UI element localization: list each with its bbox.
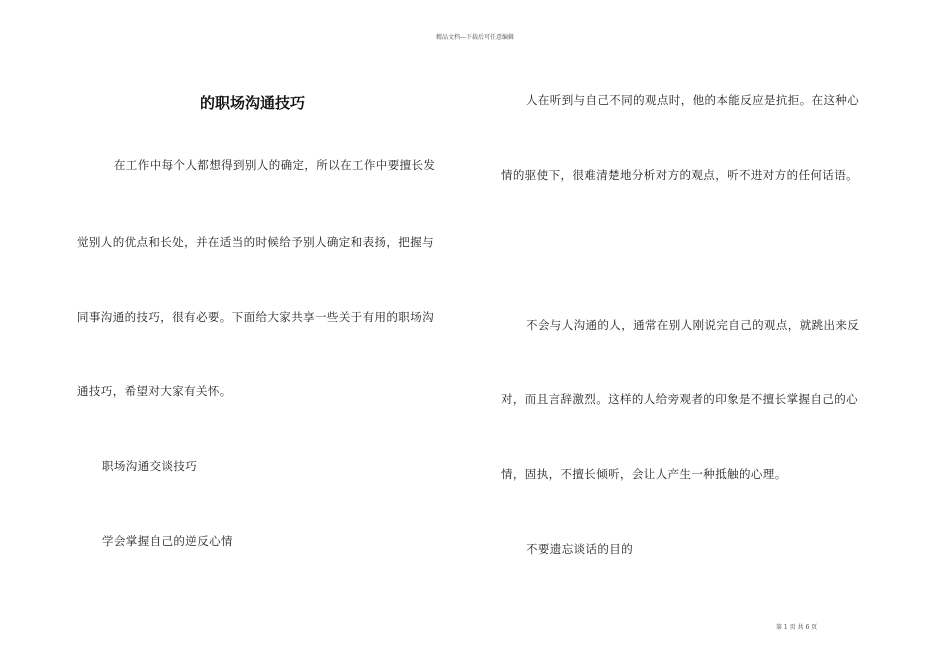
document-header-note: 精品文档---下载后可任意编辑	[435, 34, 515, 41]
paragraph-line: 不会与人沟通的人，通常在别人刚说完自己的观点，就跳出来反	[526, 318, 860, 332]
section-heading: 学会掌握自己的逆反心情	[102, 534, 233, 548]
paragraph-line: 情的驱使下，很难清楚地分析对方的观点，听不进对方的任何话语。	[501, 168, 858, 182]
section-heading: 职场沟通交谈技巧	[102, 459, 198, 473]
paragraph-line: 在工作中每个人都想得到别人的确定，所以在工作中要擅长发	[114, 158, 436, 172]
paragraph-line: 情，固执，不擅长倾听，会让人产生一种抵触的心理。	[501, 467, 787, 481]
paragraph-line: 觉别人的优点和长处，并在适当的时候给予别人确定和表扬，把握与	[77, 235, 434, 249]
paragraph-line: 对，而且言辞激烈。这样的人给旁观者的印象是不擅长掌握自己的心	[501, 392, 858, 406]
document-title: 的职场沟通技巧	[200, 94, 306, 112]
paragraph-line: 通技巧，希望对大家有关怀。	[77, 384, 232, 398]
page-number: 第 1 页 共 6 页	[776, 624, 818, 631]
paragraph-line: 人在听到与自己不同的观点时，他的本能反应是抗拒。在这种心	[526, 93, 860, 107]
section-heading: 不要遗忘谈话的目的	[526, 542, 634, 556]
paragraph-line: 同事沟通的技巧，很有必要。下面给大家共享一些关于有用的职场沟	[77, 310, 434, 324]
